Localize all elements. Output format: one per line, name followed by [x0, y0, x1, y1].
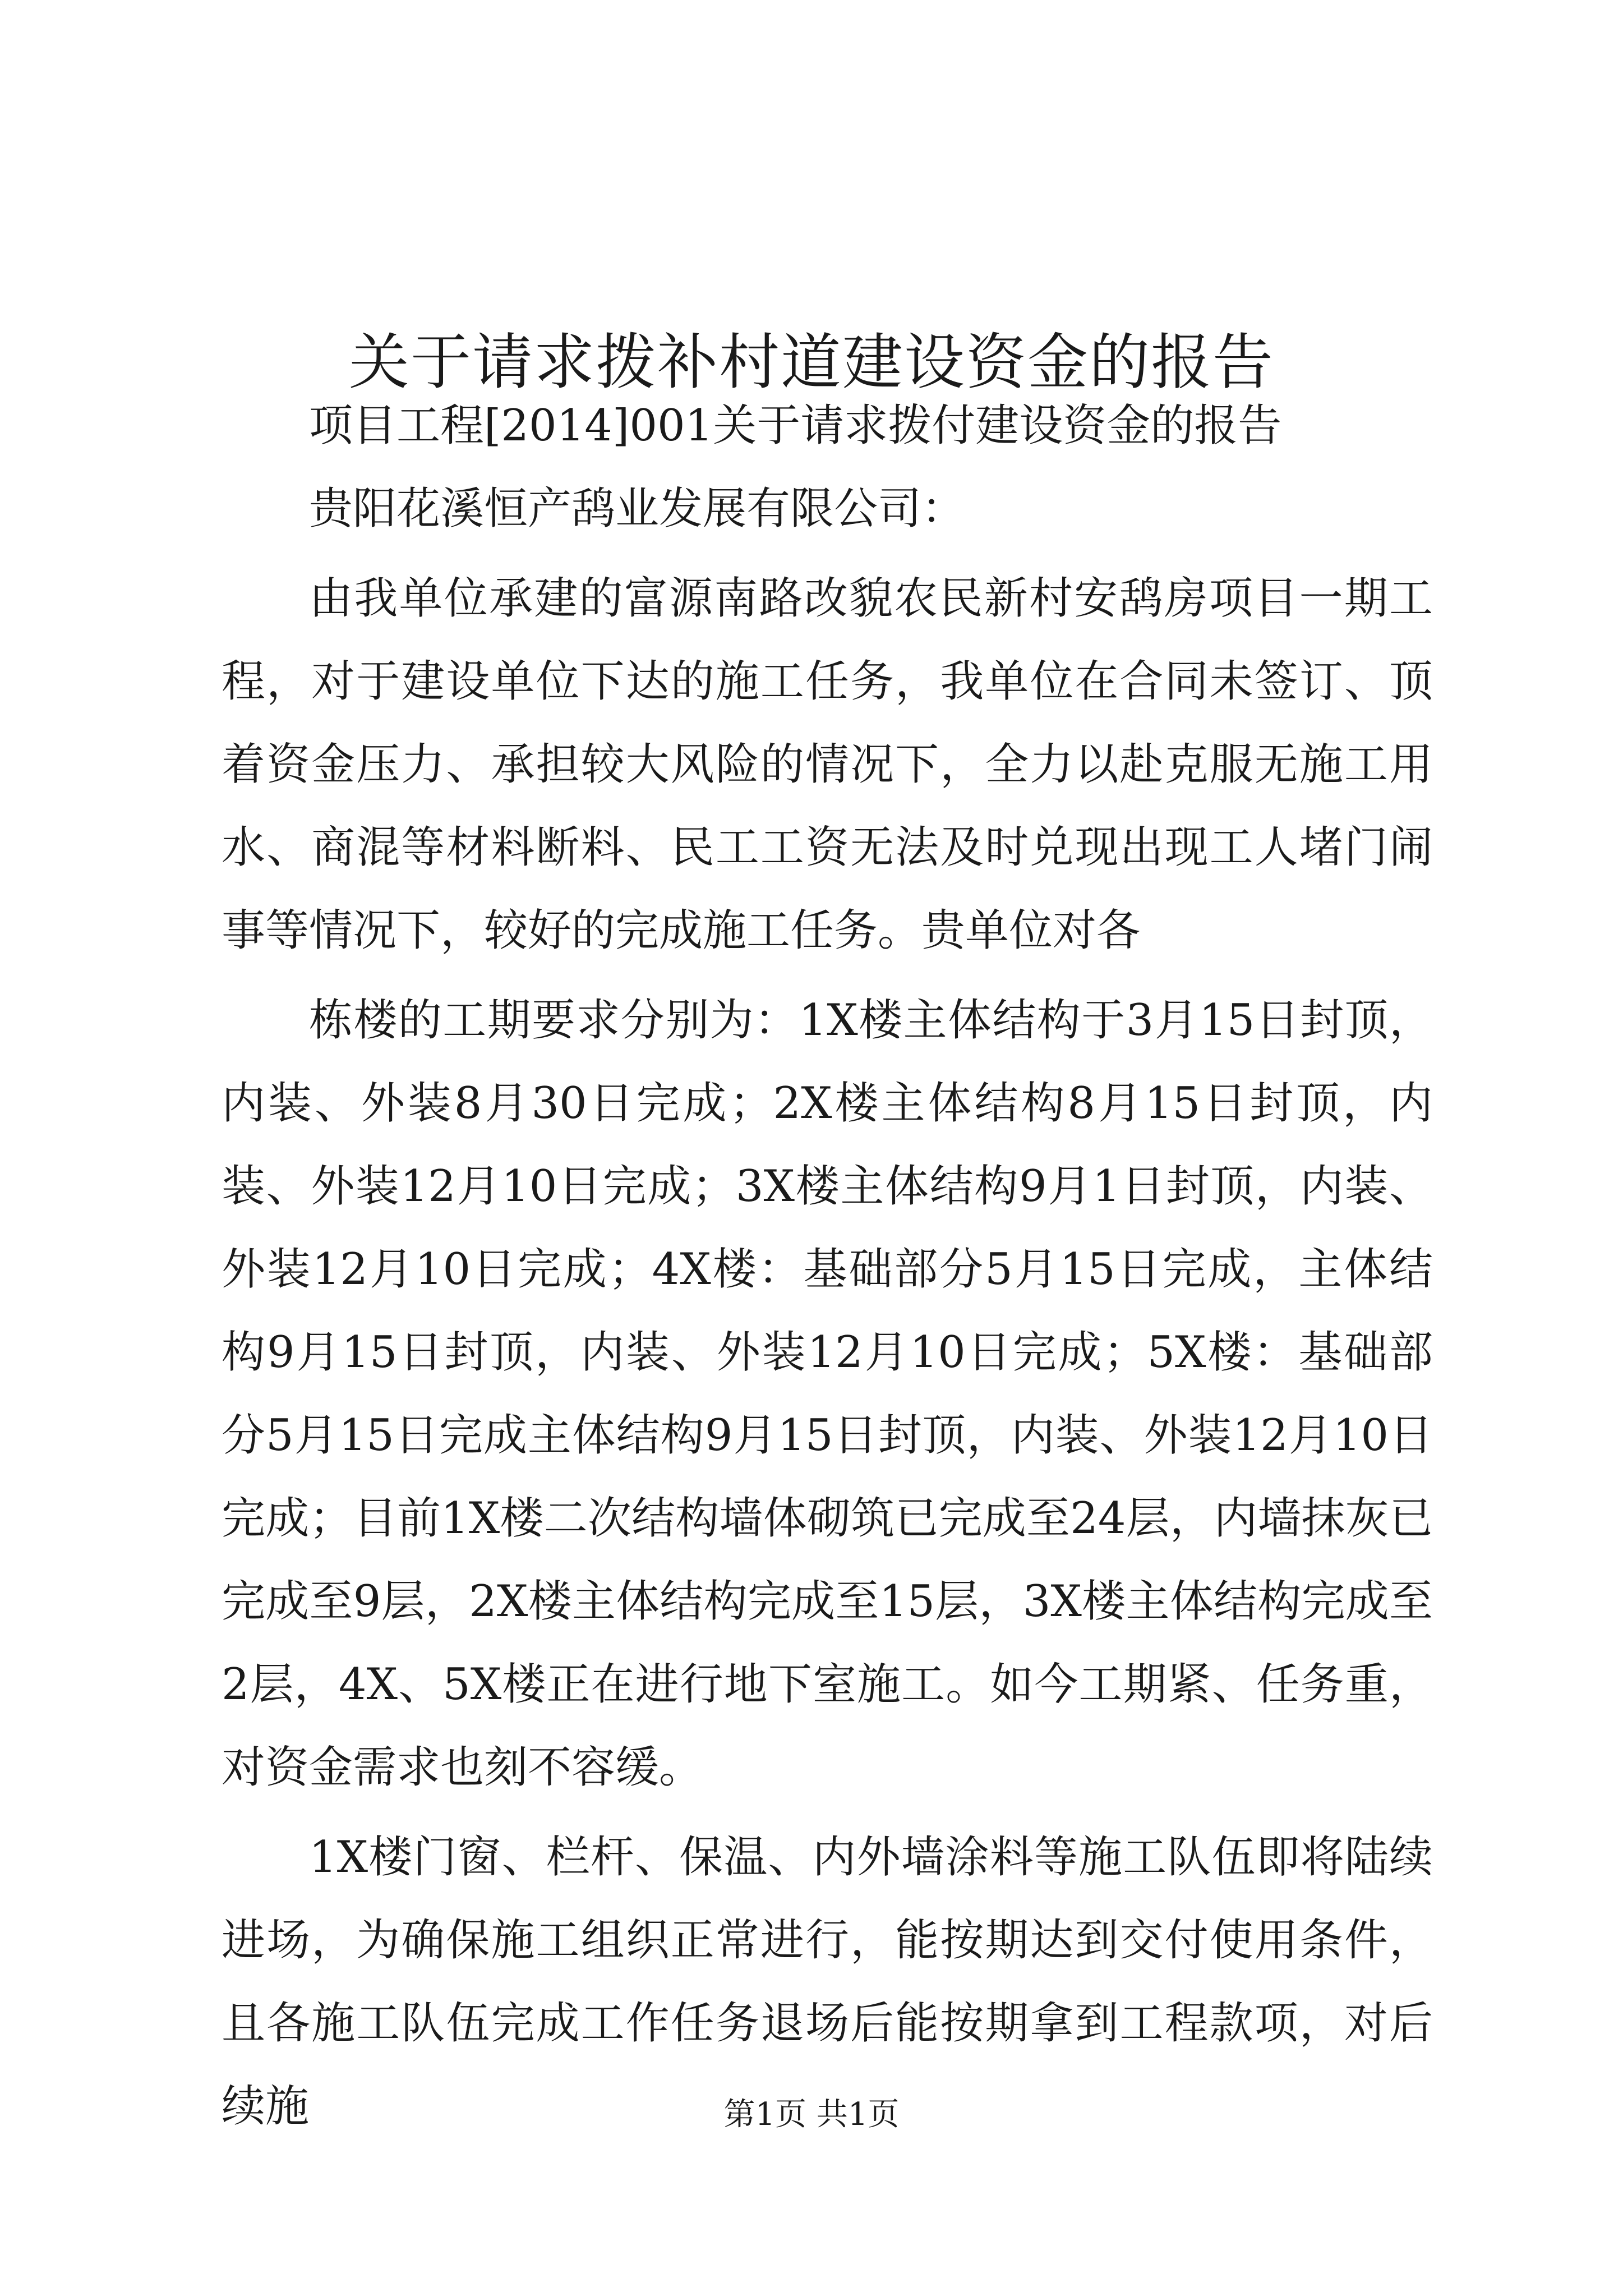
document-title: 关于请求拨补村道建设资金的报告 [348, 328, 1274, 398]
body-paragraph: 栋楼的工期要求分别为：1X楼主体结构于3月15日封顶，内装、外装8月30日完成；2X楼主体结构8月15日封顶，内装、外装12月10日完成；3X楼主体结构9月1日封顶，内装、外装12月10日完成；4X楼：基础部分5月15日完成，主体结构9月15日封顶，内装、外装12月10日完成；5X楼：基础部分5月15日完成主体结构9月15日封顶，内装、外装12月10日完成；目前1X楼二次结构墙体砌筑已完成至24层，内墙抹灰已完成至9层，2X楼主体结构完成至15层，3X楼主体结构完成至2层，4X、5X楼正在进行地下室施工。如今工期紧、任务重，对资金需求也刻不容缓。 [222, 995, 1433, 1793]
document-reference-line: 项目工程[2014]001关于请求拨付建设资金的报告 [309, 401, 1282, 451]
body-paragraph: 1X楼门窗、栏杆、保温、内外墙涂料等施工队伍即将陆续进场，为确保施工组织正常进行，能按期达到交付使用条件，且各施工队伍完成工作任务退场后能按期拿到工程款项，对后续施 [222, 1832, 1433, 2132]
page-number-footer: 第1页 共1页 [723, 2096, 900, 2133]
recipient-line: 贵阳花溪恒产鸹业发展有限公司： [309, 484, 966, 534]
body-paragraph: 由我单位承建的富源南路改貌农民新村安鸹房项目一期工程，对于建设单位下达的施工任务，我单位在合同未签订、顶着资金压力、承担较大风险的情况下，全力以赴克服无施工用水、商混等材料断料、民工工资无法及时兑现出现工人堵门闹事等情况下，较好的完成施工任务。贵单位对各 [222, 573, 1433, 956]
document-body [222, 384, 1433, 2148]
